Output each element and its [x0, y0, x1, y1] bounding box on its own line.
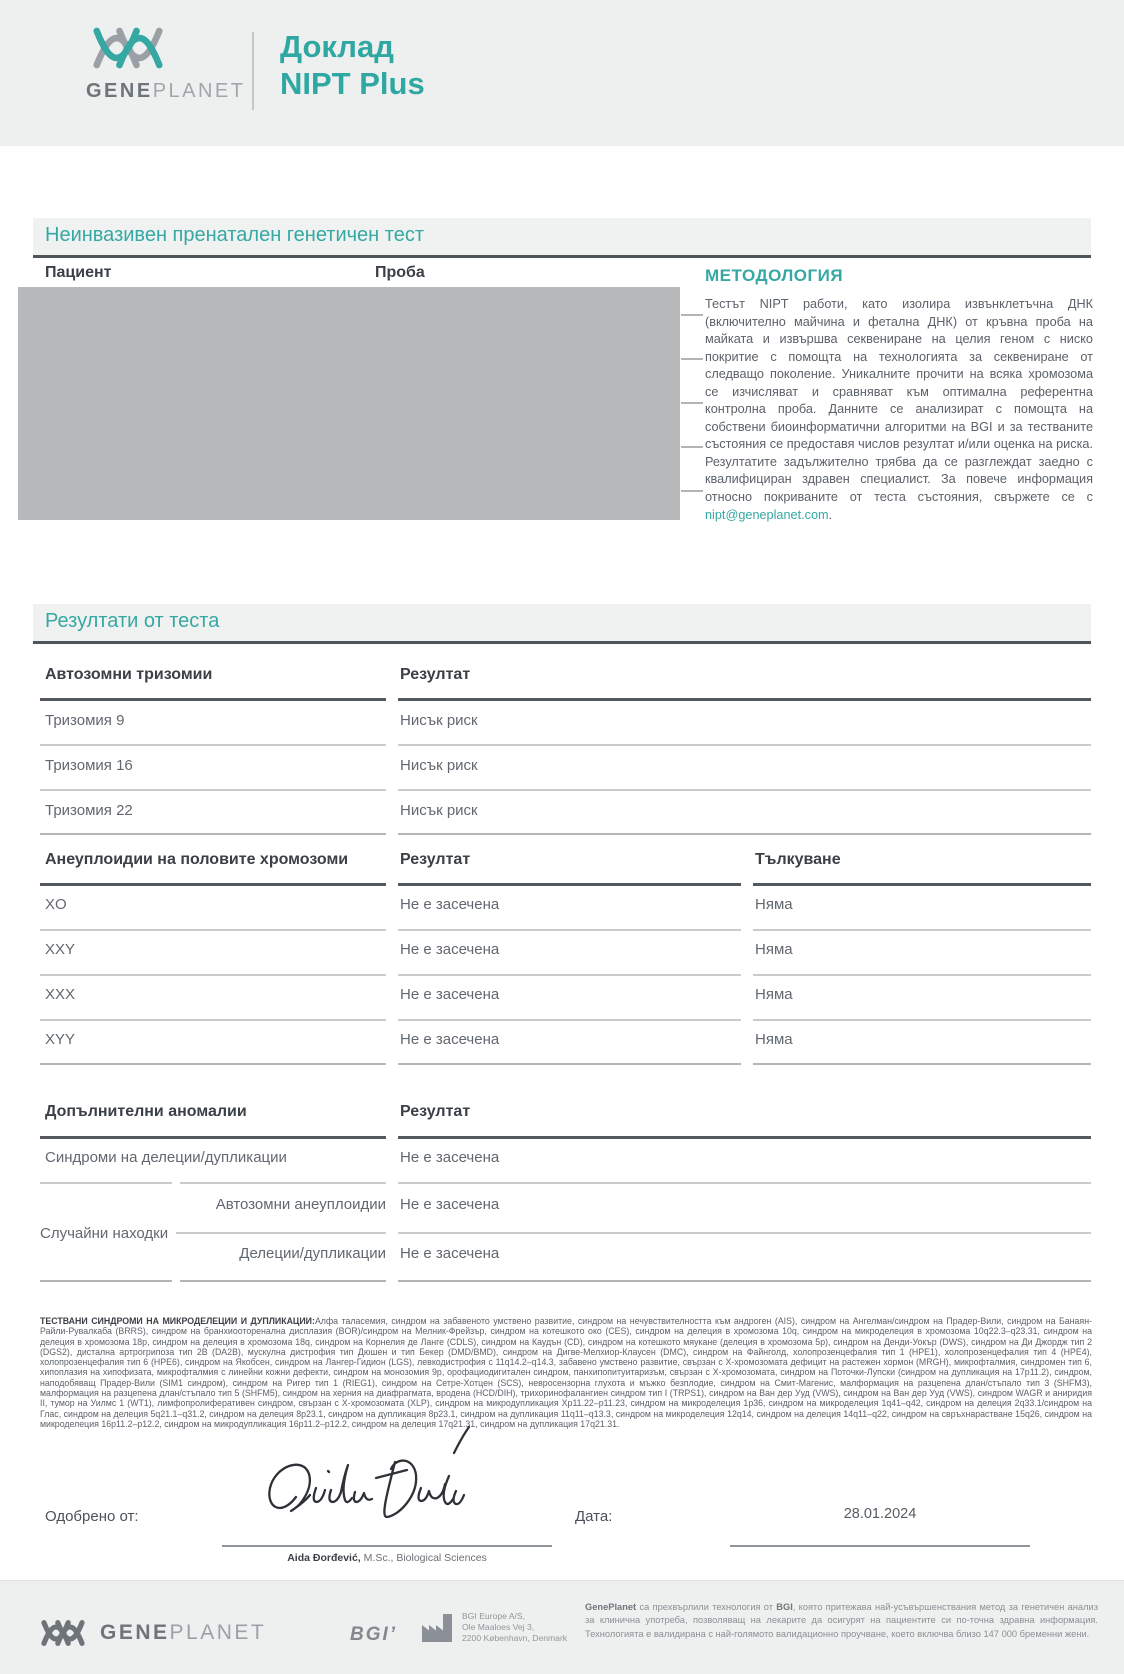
table-divider — [753, 1019, 1091, 1021]
table-end-divider — [753, 1063, 1091, 1065]
table-row-result: Нисък риск — [400, 802, 478, 819]
table-row-condition: XYY — [45, 1031, 76, 1048]
table-divider — [398, 929, 741, 931]
date-value: 28.01.2024 — [843, 1506, 917, 1522]
table-divider — [398, 1019, 741, 1021]
table-row-condition: XO — [45, 896, 67, 913]
additional-table-header-condition: Допълнителни аномалии — [45, 1103, 247, 1120]
table-divider — [398, 1232, 1091, 1234]
footer-brand-gene: GENE — [100, 1621, 170, 1644]
tested-syndromes-fine-print — [40, 1316, 1092, 1429]
table-subrow-result: Не е засечена — [400, 1245, 500, 1262]
table-row-result: Нисък риск — [400, 757, 478, 774]
table-end-divider — [40, 1280, 172, 1282]
signature-line — [222, 1545, 552, 1547]
table-row-condition: XXY — [45, 941, 76, 958]
form-line — [681, 446, 703, 448]
table-divider — [398, 974, 741, 976]
table-row-result: Не е засечена — [400, 1149, 500, 1166]
table-end-divider — [40, 1063, 386, 1065]
form-line — [681, 358, 703, 360]
bgi-logo-tick: ʼ — [389, 1624, 398, 1645]
table-header-rule — [398, 698, 1091, 701]
signer-credentials: M.Sc., Biological Sciences — [360, 1552, 487, 1564]
section-band-test — [33, 218, 1091, 258]
table-end-divider — [398, 1063, 741, 1065]
fine-print-text: Алфа таласемия, синдром на забавеното умствено развитие, синдром на нечувствителността към андроген (AIS), синдром на Ангелман/синдром на Прадер-Вили, синдром на Банаян-Райли-Рувалкаба (BRRS), синдром на бранхиооторенална дисплазия (BOR)/синдром на Мелник-Фрейзър, синдром на котешкото око (CES), синдром на делеция в хромозома 10q, синдром на микроделеция в хромозома 10q22.3–q23.31, синдром на делеция в хромозома 18p, синдром на делеция в хромозома 18q, синдром на Корнелия де Ланге (CDLS), синдром на Каудън (CD), синдром на котешкото мяукане (делеция в хромозома 5p), синдром на Денди-Уокър (DWS), синдром на Ди Джордж тип 2 (DGS2), дистална артрогрипоза тип 2B (DA2B), мускулна дистрофия тип Дюшен и тип Бекер (DMD/BMD), синдром на Дигве-Мелхиор-Клаусен (DMC), синдром на Файнголд, холопрозенцефалия тип 1 (HPE1), холопрозенцефалия тип 4 (HPE4), холопрозенцефалия тип 6 (HPE6), синдром на Якобсен, синдром на Лангер-Гидион (LGS), левкодистрофия с 11q14.2–q14.3, забавено умствено развитие, свързан с X-хромозомата дефицит на растежен хормон (MRGH), микрофталмия, синдромен тип 6, хипоплазия на хипофизата, микрофталмия с линейни кожни дефекти, синдром на монозомия 9p, орофациодигитален синдром, панхипопитуитаризъм, свързан с X-хромозомата, синдром на Поточки-Лупски (синдром на дупликация на 17p11.2), синдром, наподобяващ Прадер-Вили (SIM1 синдром), синдром на Ригер тип 1 (RIEG1), синдром на Сетре-Хотцен (SCS), невросензорна глухота и мъжко безплодие, синдром на Смит-Магенис, малформация на разцепена длан/стъпало тип 3 (SHFM3), малформация на разцепена длан/стъпало тип 5 (SHFM5), синдром на херния на диафрагмата, вродена (HCD/DIH), трихоринофалангиен синдром тип I (TRPS1), синдром на Ван дер Ууд (VWS), синдром на Ван дер Ууд (VWS), синдром WAGR и аниридия II, тумор на Уилмс 1 (WT1), лимфопролиферативен синдром, свързан с X-хромозомата (XLP), синдром на микродупликация Xp11.22–p11.23, синдром на микроделеция 1p36, синдром на микроделеция 1q41–q42, синдром на делеция 2q33.1/синдром на Глас, синдром на делеция 5q21.1–q31.2, синдром на делеция 8p23.1, синдром на дупликация 8p23.1, синдром на дупликация 11q11–q13.3, синдром на микроделеция 12q14, синдром на делеция 14q11–q22, синдром на свръхнарастване 15q26, синдром на микроделеция 16p11.2–p12.2, синдром на микродупликация 16p11.2–p12.2, синдром на делеция 17q21.31, синдром на дупликация 17q21.31. — [40, 1316, 1092, 1429]
footer-brand-wordmark — [100, 1621, 266, 1645]
table-subrow-condition: Делеции/дупликации — [239, 1245, 386, 1262]
footer-note-bgi: BGI — [776, 1602, 793, 1612]
bgi-logo — [350, 1624, 397, 1646]
table-divider — [40, 789, 386, 791]
table-subrow-condition: Автозомни анеуплоидии — [215, 1196, 386, 1213]
table-divider — [40, 974, 386, 976]
table-divider — [753, 929, 1091, 931]
table-end-divider — [40, 833, 386, 835]
form-line — [681, 402, 703, 404]
table-row-interpretation: Няма — [755, 986, 793, 1003]
table-row-interpretation: Няма — [755, 941, 793, 958]
geneplanet-dna-logo-icon — [92, 22, 164, 74]
manufacturer-factory-icon — [420, 1612, 454, 1644]
section-title-results: Резултати от теста — [45, 610, 220, 632]
footer-note — [585, 1601, 1098, 1641]
table-header-rule — [40, 698, 386, 701]
approved-by-label: Одобрено от: — [45, 1508, 139, 1525]
form-line — [681, 314, 703, 316]
additional-table-header-result: Резултат — [400, 1103, 471, 1120]
table-end-divider — [398, 1280, 1091, 1282]
group-row-label: Случайни находки — [40, 1225, 169, 1242]
table-divider — [40, 929, 386, 931]
aneuploidy-table-header-result: Резултат — [400, 851, 471, 868]
header-divider — [252, 32, 254, 110]
table-row-interpretation: Няма — [755, 896, 793, 913]
table-row-interpretation: Няма — [755, 1031, 793, 1048]
brand-wordmark — [86, 80, 246, 103]
manufacturer-address — [462, 1611, 567, 1644]
footer-note-rest: , която притежава най-усъвършенствания метод за генетичен анализ за клинична употреба, позволяващ на лекарите да осигурят на пациентите си по-точна здравна информация. Технологията е валидирана с най-голямото валидационно проучване, което включва близо 147 000 бременни жени. — [585, 1602, 1098, 1639]
date-line — [730, 1545, 1030, 1547]
table-row-result: Не е засечена — [400, 986, 500, 1003]
document-title — [280, 28, 425, 102]
patient-label: Пациент — [45, 264, 112, 281]
report-header — [0, 0, 1124, 146]
document-title-line2: NIPT Plus — [280, 66, 425, 101]
trisomy-table-header-condition: Автозомни тризомии — [45, 666, 213, 683]
section-title-test: Неинвазивен пренатален генетичен тест — [45, 224, 424, 246]
methodology-title: МЕТОДОЛОГИЯ — [705, 266, 844, 285]
document-title-line1: Доклад — [280, 29, 394, 64]
table-row-result: Не е засечена — [400, 1031, 500, 1048]
trisomy-table-header-result: Резултат — [400, 666, 471, 683]
fine-print-label: ТЕСТВАНИ СИНДРОМИ НА МИКРОДЕЛЕЦИИ И ДУПЛИКАЦИИ: — [40, 1316, 315, 1326]
aneuploidy-table-header-interpretation: Тълкуване — [755, 851, 841, 868]
manufacturer-address-line: BGI Europe A/S, — [462, 1611, 526, 1621]
geneplanet-dna-logo-icon-small — [38, 1618, 88, 1648]
table-row-result: Не е засечена — [400, 941, 500, 958]
table-header-rule — [753, 883, 1091, 886]
table-subrow-result: Не е засечена — [400, 1196, 500, 1213]
table-header-rule — [40, 883, 386, 886]
table-header-rule — [398, 883, 741, 886]
table-divider — [398, 744, 1091, 746]
manufacturer-address-line: Ole Maaloes Vej 3, — [462, 1622, 535, 1632]
brand-gene: GENE — [86, 80, 153, 102]
signer-name-line — [222, 1552, 552, 1564]
table-row-result: Нисък риск — [400, 712, 478, 729]
table-row-condition: Тризомия 22 — [45, 802, 133, 819]
signature — [258, 1425, 473, 1543]
date-label: Дата: — [575, 1508, 613, 1525]
table-row-condition: Тризомия 9 — [45, 712, 125, 729]
footer-brand-planet: PLANET — [169, 1621, 267, 1644]
table-header-rule — [398, 1136, 1091, 1139]
table-row-condition: XXX — [45, 986, 76, 1003]
methodology-email-link[interactable]: nipt@geneplanet.com — [705, 507, 829, 522]
table-divider — [40, 1019, 386, 1021]
table-row-result: Не е засечена — [400, 896, 500, 913]
table-row-condition: Синдроми на делеции/дупликации — [45, 1149, 287, 1166]
table-divider — [180, 1182, 386, 1184]
table-row-condition: Тризомия 16 — [45, 757, 133, 774]
sample-label: Проба — [375, 264, 425, 281]
table-divider — [398, 1182, 1091, 1184]
brand-planet: PLANET — [152, 80, 246, 102]
footer-note-brand: GenePlanet — [585, 1602, 637, 1612]
table-end-divider — [398, 833, 1091, 835]
table-header-rule — [40, 1136, 386, 1139]
table-end-divider — [180, 1280, 386, 1282]
methodology-suffix: . — [828, 507, 833, 522]
table-divider — [753, 974, 1091, 976]
form-line — [681, 490, 703, 492]
manufacturer-address-line: 2200 København, Denmark — [462, 1633, 568, 1643]
bgi-logo-text: BGI — [350, 1624, 390, 1645]
methodology-text — [705, 296, 1093, 524]
signer-name: Aida Đorđević, — [287, 1552, 361, 1564]
aneuploidy-table-header-condition: Анеуплоидии на половите хромозоми — [45, 851, 349, 868]
table-divider — [40, 1182, 172, 1184]
methodology-body: Тестът NIPT работи, като изолира извънклетъчна ДНК (включително майчина и фетална ДНК) от кръвна проба на майката и извършва секвениране на целия геном с ниско покритие с помощта на технологията за секвениране от следващо поколение. Уникалните прочити на всяка хромозома се изчисляват и сравняват към оптимална референтна контролна проба. Данните се анализират с помощта на собствени биоинформатични алгоритми на BGI и за тестваните състояния се предоставя числов резултат и/или оценка на риска. Резултатите задължително трябва да се разглеждат заедно с квалифициран здравен специалист. За повече информация относно покриваните от теста състояния, свържете се с — [705, 297, 1093, 505]
redacted-patient-data — [18, 287, 680, 520]
table-divider — [398, 789, 1091, 791]
footer-note-mid: са прехвърлили технология от — [636, 1602, 777, 1612]
table-divider — [176, 1232, 386, 1234]
section-band-results — [33, 604, 1091, 644]
table-divider — [40, 744, 386, 746]
